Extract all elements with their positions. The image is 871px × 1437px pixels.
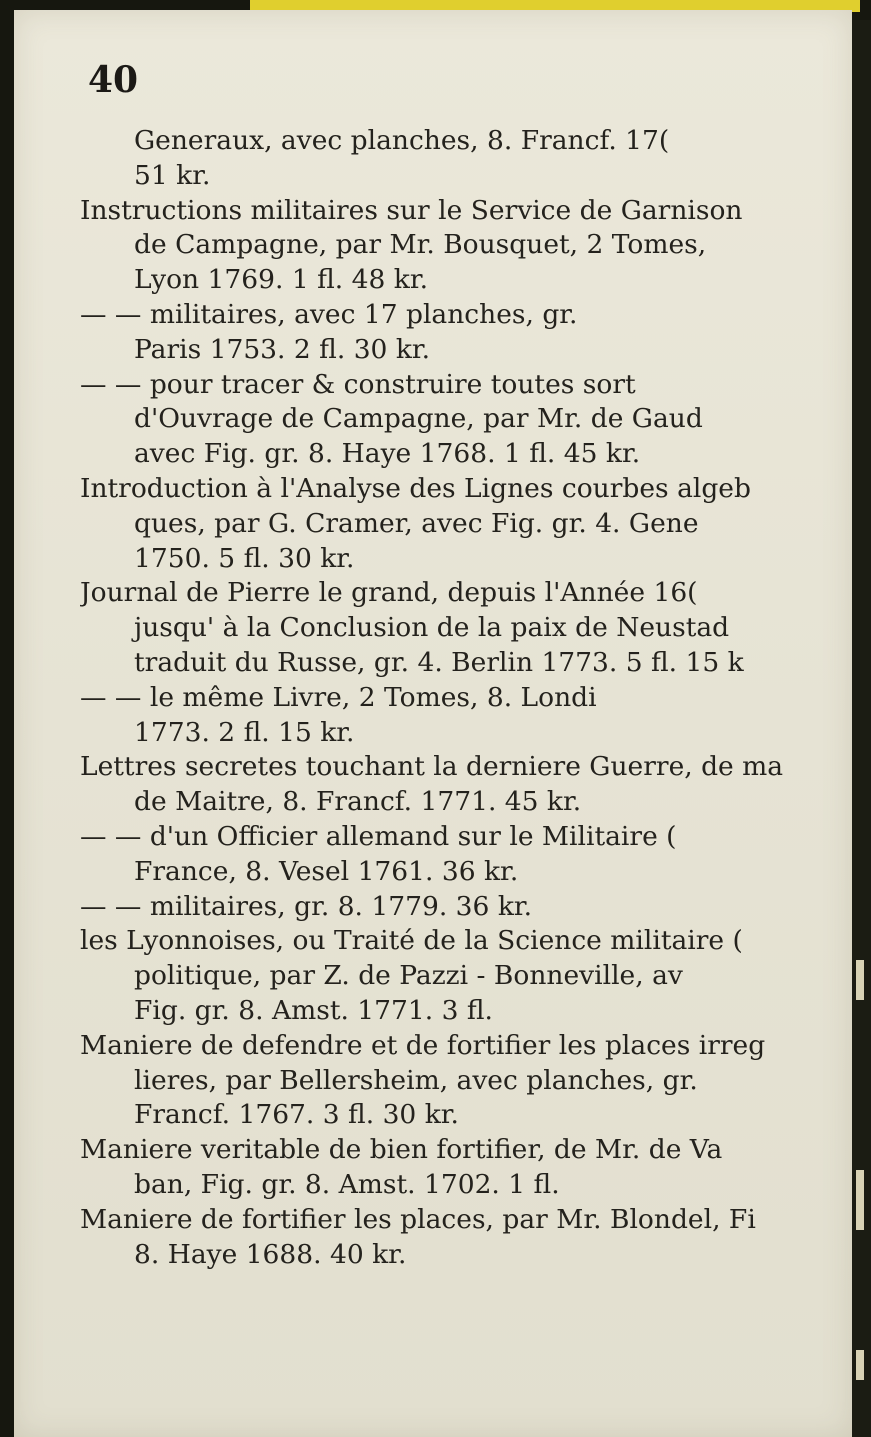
page-number: 40 [88,59,139,101]
catalogue-line: 1750. 5 fl. 30 kr. [134,542,355,574]
catalogue-line: France, 8. Vesel 1761. 36 kr. [134,855,519,887]
catalogue-line: Introduction à l'Analyse des Lignes courbes algeb [80,472,751,504]
catalogue-line: — — militaires, gr. 8. 1779. 36 kr. [80,890,533,922]
catalogue-line: — — militaires, avec 17 planches, gr. [80,298,578,330]
catalogue-line: traduit du Russe, gr. 4. Berlin 1773. 5 fl. 15 k [134,646,744,678]
catalogue-line: Maniere de defendre et de fortifier les places irreg [80,1029,766,1061]
catalogue-line: avec Fig. gr. 8. Haye 1768. 1 fl. 45 kr. [134,438,641,470]
catalogue-line: Maniere de fortifier les places, par Mr. Blondel, Fi [80,1203,756,1235]
edge-mark [856,1170,864,1230]
catalogue-line: Lyon 1769. 1 fl. 48 kr. [134,264,429,296]
catalogue-line: Journal de Pierre le grand, depuis l'Année 16( [80,577,698,609]
catalogue-line: 8. Haye 1688. 40 kr. [134,1238,407,1270]
catalogue-line: les Lyonnoises, ou Traité de la Science militaire ( [80,925,743,957]
catalogue-line: Francf. 1767. 3 fl. 30 kr. [134,1099,459,1131]
catalogue-line: ban, Fig. gr. 8. Amst. 1702. 1 fl. [134,1168,560,1200]
edge-mark [856,960,864,1000]
catalogue-line: jusqu' à la Conclusion de la paix de Neustad [134,612,730,644]
catalogue-line: — — pour tracer & construire toutes sort [80,368,636,400]
catalogue-listing [80,124,812,1272]
catalogue-line: politique, par Z. de Pazzi - Bonneville, av [134,960,683,992]
right-binding-edge [852,20,871,1437]
catalogue-line: lieres, par Bellersheim, avec planches, gr. [134,1064,698,1096]
catalogue-line: de Campagne, par Mr. Bousquet, 2 Tomes, [134,229,707,261]
catalogue-line: — — le même Livre, 2 Tomes, 8. Londi [80,681,597,713]
catalogue-line: d'Ouvrage de Campagne, par Mr. de Gaud [134,403,703,435]
catalogue-line: 1773. 2 fl. 15 kr. [134,716,355,748]
catalogue-line: Generaux, avec planches, 8. Francf. 17( [134,125,670,156]
catalogue-line: Paris 1753. 2 fl. 30 kr. [134,333,431,365]
catalogue-line: Instructions militaires sur le Service de Garnison [80,194,743,226]
catalogue-line: Lettres secretes touchant la derniere Guerre, de ma [80,751,784,783]
catalogue-line: Maniere veritable de bien fortifier, de Mr. de Va [80,1134,723,1166]
catalogue-line: Fig. gr. 8. Amst. 1771. 3 fl. [134,994,493,1026]
catalogue-line: 51 kr. [134,159,211,191]
catalogue-line: ques, par G. Cramer, avec Fig. gr. 4. Gene [134,507,699,539]
edge-mark [856,1350,864,1380]
catalogue-line: de Maitre, 8. Francf. 1771. 45 kr. [134,786,582,818]
catalogue-line: — — d'un Officier allemand sur le Militaire ( [80,820,677,852]
